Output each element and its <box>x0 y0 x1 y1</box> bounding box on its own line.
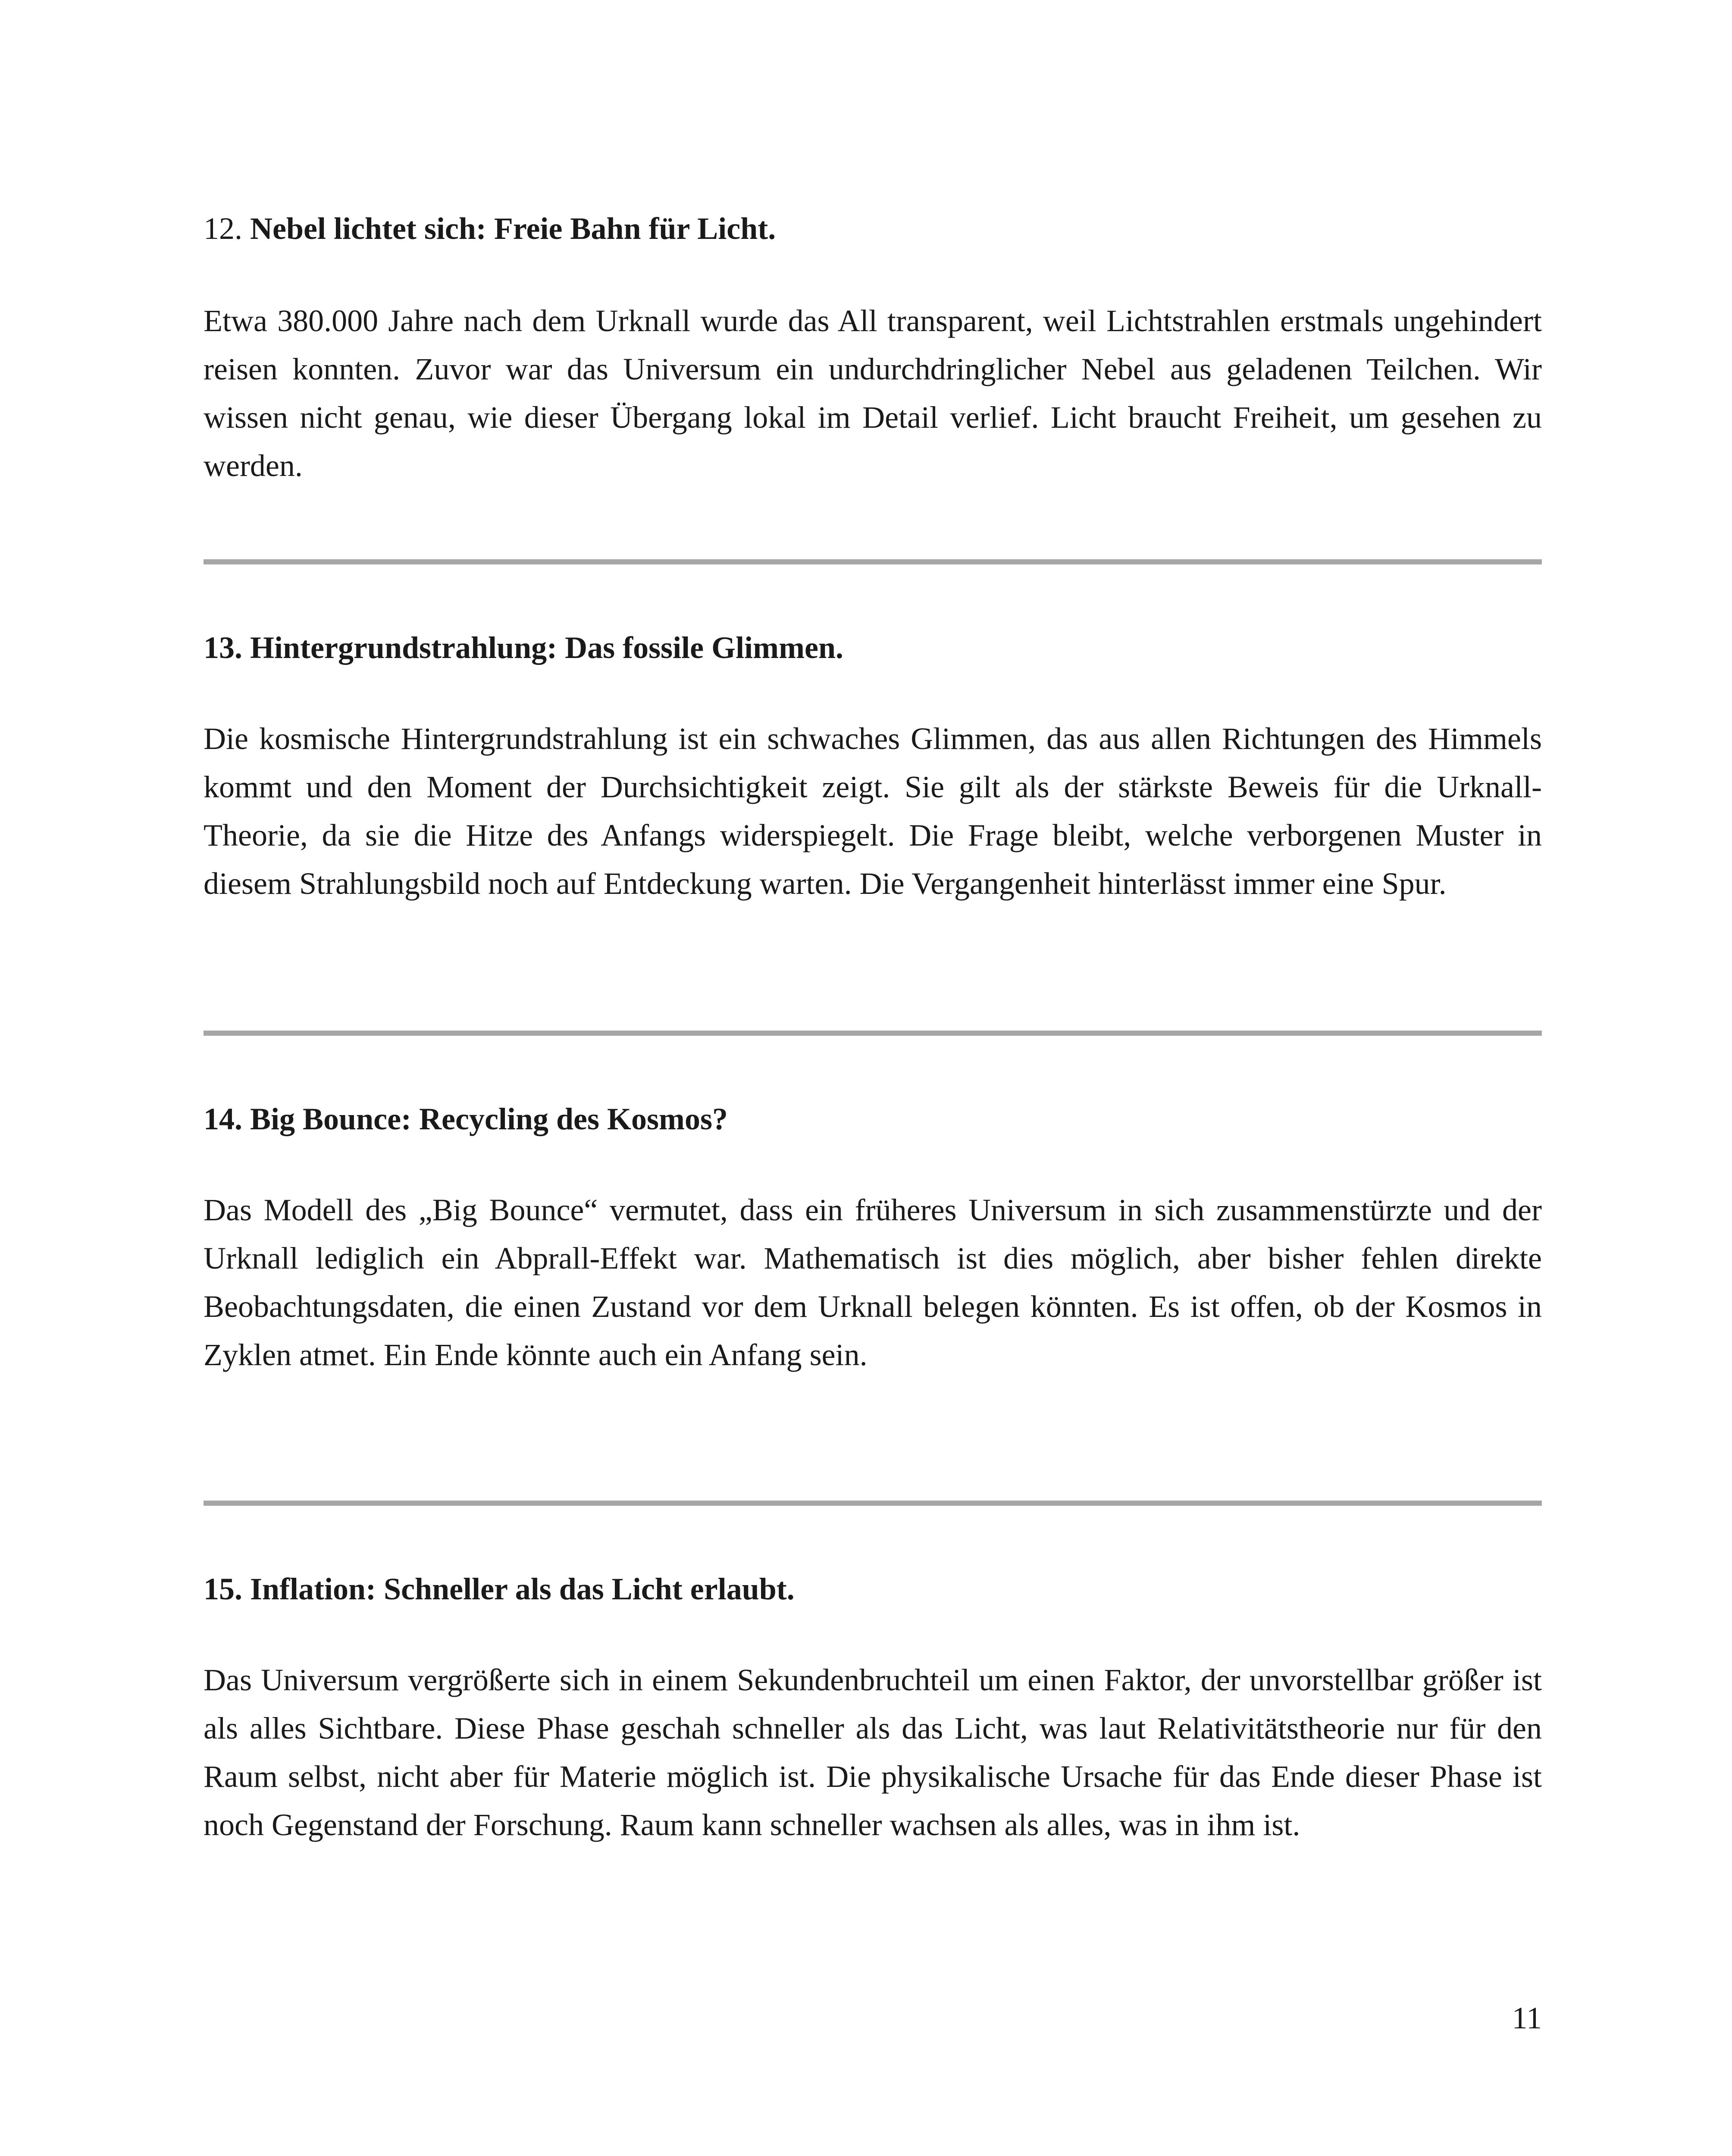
section-body: Die kosmische Hintergrundstrahlung ist ein schwaches Glimmen, das aus allen Richtungen des Himmels kommt und den Moment der Durchsichtigkeit zeigt. Sie gilt als der stärkste Beweis für die Urknall-Theorie, da sie die Hitze des Anfangs widerspiegelt. Die Frage bleibt, welche verborgenen Muster in diesem Strahlungsbild noch auf Entdeckung warten. Die Vergangenheit hinterlässt immer eine Spur. <box>204 721 1542 901</box>
section-divider <box>204 559 1542 564</box>
section-12 <box>204 205 1542 490</box>
document-page <box>204 0 1542 2156</box>
section-body: Etwa 380.000 Jahre nach dem Urknall wurde das All transparent, weil Lichtstrahlen erstmals ungehindert reisen konnten. Zuvor war das Universum ein undurchdringlicher Nebel aus geladenen Teilchen. Wir wissen nicht genau, wie dieser Übergang lokal im Detail verlief. Licht braucht Freiheit, um gesehen zu werden. <box>204 304 1542 483</box>
page-number: 11 <box>1512 2001 1542 2035</box>
section-heading <box>204 1095 1542 1143</box>
section-body: Das Modell des „Big Bounce“ vermutet, dass ein früheres Universum in sich zusammenstürzte und der Urknall lediglich ein Abprall-Effekt war. Mathematisch ist dies möglich, aber bisher fehlen direkte Beobachtungsdaten, die einen Zustand vor dem Urknall belegen könnten. Es ist offen, ob der Kosmos in Zyklen atmet. Ein Ende könnte auch ein Anfang sein. <box>204 1193 1542 1372</box>
section-number: 13. <box>204 630 242 665</box>
section-heading <box>204 624 1542 671</box>
section-number: 14. <box>204 1102 242 1136</box>
section-title: Hintergrundstrahlung: Das fossile Glimmen. <box>250 630 844 665</box>
section-15 <box>204 1565 1542 1849</box>
section-number: 12. <box>204 211 242 246</box>
section-title: Big Bounce: Recycling des Kosmos? <box>250 1102 728 1136</box>
section-title: Inflation: Schneller als das Licht erlaubt. <box>250 1572 795 1606</box>
section-divider <box>204 1031 1542 1036</box>
section-body: Das Universum vergrößerte sich in einem Sekundenbruchteil um einen Faktor, der unvorstellbar größer ist als alles Sichtbare. Diese Phase geschah schneller als das Licht, was laut Relativitätstheorie nur für den Raum selbst, nicht aber für Materie möglich ist. Die physikalische Ursache für das Ende dieser Phase ist noch Gegenstand der Forschung. Raum kann schneller wachsen als alles, was in ihm ist. <box>204 1663 1542 1842</box>
section-14 <box>204 1095 1542 1379</box>
section-number: 15. <box>204 1572 242 1606</box>
section-heading <box>204 205 1542 252</box>
section-13 <box>204 624 1542 908</box>
section-heading <box>204 1565 1542 1613</box>
section-divider <box>204 1501 1542 1506</box>
section-title: Nebel lichtet sich: Freie Bahn für Licht. <box>250 211 776 246</box>
